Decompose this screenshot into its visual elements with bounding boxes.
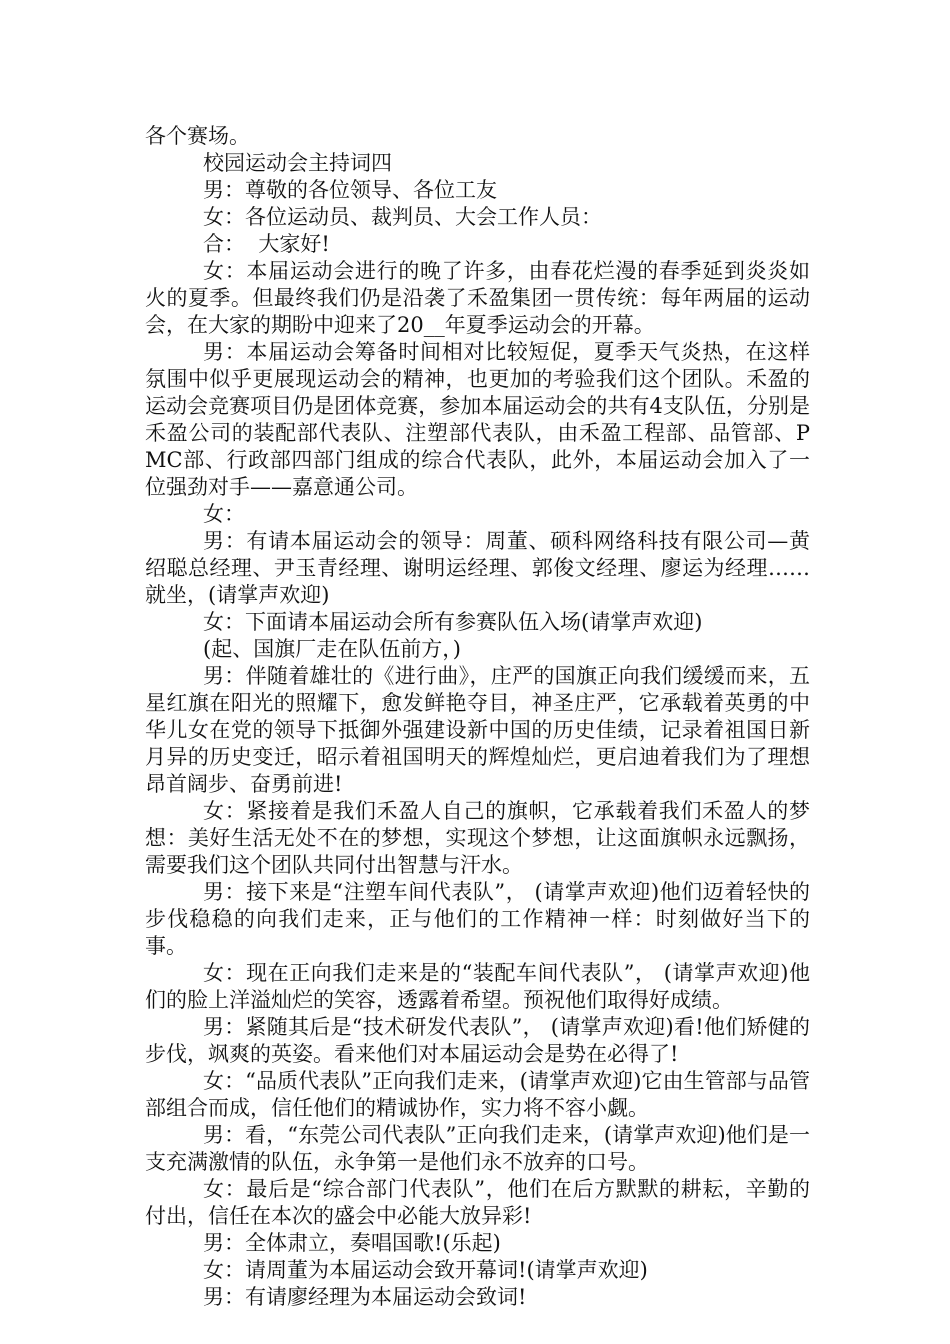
paragraph: 男：接下来是“注塑车间代表队”， (请掌声欢迎)他们迈着轻快的步伐稳稳的向我们走来，正与他们的工作精神一样：时刻做好当下的事。 [145,880,810,958]
paragraph: 男：紧随其后是“技术研发代表队”， (请掌声欢迎)看!他们矫健的步伐，飒爽的英姿。看来他们对本届运动会是势在必得了! [145,1015,810,1066]
paragraph: 女：现在正向我们走来是的“装配车间代表队”， (请掌声欢迎)他们的脸上洋溢灿烂的笑容，透露着希望。预祝他们取得好成绩。 [145,961,810,1012]
paragraph: 女：本届运动会进行的晚了许多，由春花烂漫的春季延到炎炎如火的夏季。但最终我们仍是沿袭了禾盈集团一贯传统：每年两届的运动会，在大家的期盼中迎来了20__年夏季运动会的开幕。 [145,259,810,337]
section-heading: 校园运动会主持词四 [203,151,392,175]
paragraph: 男：有请廖经理为本届运动会致词! [203,1285,527,1309]
paragraph: 女：“品质代表队”正向我们走来，(请掌声欢迎)它由生管部与品管部组合而成，信任他们的精诚协作，实力将不容小觑。 [145,1069,810,1120]
paragraph: 男：看，“东莞公司代表队”正向我们走来，(请掌声欢迎)他们是一支充满激情的队伍，永争第一是他们永不放弃的口号。 [145,1123,810,1174]
paragraph-continuation: 各个赛场。 [145,124,250,148]
paragraph: (起、国旗厂走在队伍前方，) [203,637,461,661]
paragraph: 女：最后是“综合部门代表队”，他们在后方默默的耕耘，辛勤的付出，信任在本次的盛会中必能大放异彩! [145,1177,810,1228]
paragraph: 合： 大家好! [203,232,330,256]
paragraph: 女：紧接着是我们禾盈人自己的旗帜，它承载着我们禾盈人的梦想：美好生活无处不在的梦想，实现这个梦想，让这面旗帜永远飘扬，需要我们这个团队共同付出智慧与汗水。 [145,799,810,877]
document-body [145,123,810,1311]
paragraph: 女：下面请本届运动会所有参赛队伍入场(请掌声欢迎) [203,610,703,634]
paragraph: 女： [203,502,245,526]
paragraph: 女：请周董为本届运动会致开幕词!(请掌声欢迎) [203,1258,648,1282]
paragraph: 男：全体肃立，奏唱国歌!(乐起) [203,1231,501,1255]
paragraph: 男：伴随着雄壮的《进行曲》，庄严的国旗正向我们缓缓而来，五星红旗在阳光的照耀下，愈发鲜艳夺目，神圣庄严，它承载着英勇的中华儿女在党的领导下抵御外强建设新中国的历史佳绩，记录着祖国日新月异的历史变迁，昭示着祖国明天的辉煌灿烂，更启迪着我们为了理想昂首阔步、奋勇前进! [145,664,810,796]
paragraph: 男：本届运动会筹备时间相对比较短促，夏季天气炎热，在这样氛围中似乎更展现运动会的精神，也更加的考验我们这个团队。禾盈的运动会竞赛项目仍是团体竞赛，参加本届运动会的共有4支队伍，分别是禾盈公司的装配部代表队、注塑部代表队，由禾盈工程部、品管部、PMC部、行政部四部门组成的综合代表队，此外，本届运动会加入了一位强劲对手——嘉意通公司。 [145,340,810,499]
paragraph: 男：有请本届运动会的领导：周董、硕科网络科技有限公司—黄绍聪总经理、尹玉青经理、谢明运经理、郭俊文经理、廖运为经理……就坐，(请掌声欢迎) [145,529,810,607]
paragraph: 女：各位运动员、裁判员、大会工作人员： [203,205,602,229]
paragraph: 男：尊敬的各位领导、各位工友 [203,178,497,202]
